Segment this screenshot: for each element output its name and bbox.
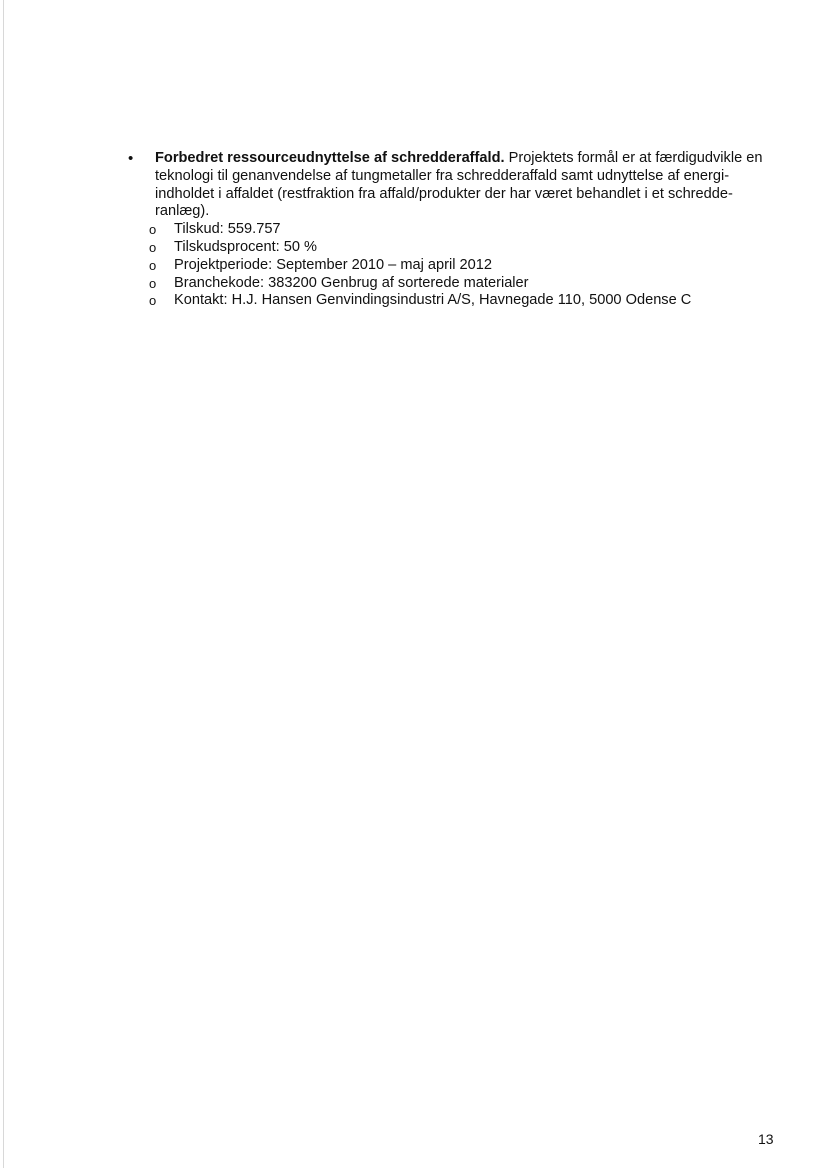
sub-bullet-marker: o (149, 275, 157, 291)
detail-grant (128, 221, 780, 239)
detail-project-period (128, 257, 780, 275)
project-bullet (128, 150, 780, 221)
document-content (128, 150, 780, 310)
detail-text: Projektperiode: September 2010 – maj april 2012 (174, 256, 493, 273)
detail-grant-percentage (128, 239, 780, 257)
bullet-marker: • (128, 150, 134, 167)
detail-contact (128, 292, 780, 310)
project-details-list (128, 221, 780, 310)
page-number: 13 (758, 1131, 774, 1147)
sub-bullet-marker: o (149, 222, 157, 238)
sub-bullet-marker: o (149, 293, 157, 309)
detail-text: Branchekode: 383200 Genbrug af sorterede materialer (174, 274, 529, 291)
sub-bullet-marker: o (149, 257, 157, 273)
detail-branch-code (128, 275, 780, 293)
detail-text: Kontakt: H.J. Hansen Genvindingsindustri A/S, Havnegade 110, 5000 Odense C (174, 292, 692, 309)
scan-edge-line (3, 0, 4, 1168)
detail-text: Tilskud: 559.757 (174, 221, 281, 238)
project-title: Forbedret ressourceudnyttelse af schredderaffald. (155, 150, 505, 166)
project-description (155, 150, 780, 221)
sub-bullet-marker: o (149, 239, 157, 255)
detail-text: Tilskudsprocent: 50 % (174, 238, 318, 255)
project-body: Projektets formål er at færdigudvikle en teknologi til genanvendelse af tungmetaller fra schredderaffald samt udnyttelse af energi-indholdet i affaldet (restfraktion fra affald/produkter der har været behandlet i et schredde-ranlæg). (155, 150, 763, 220)
